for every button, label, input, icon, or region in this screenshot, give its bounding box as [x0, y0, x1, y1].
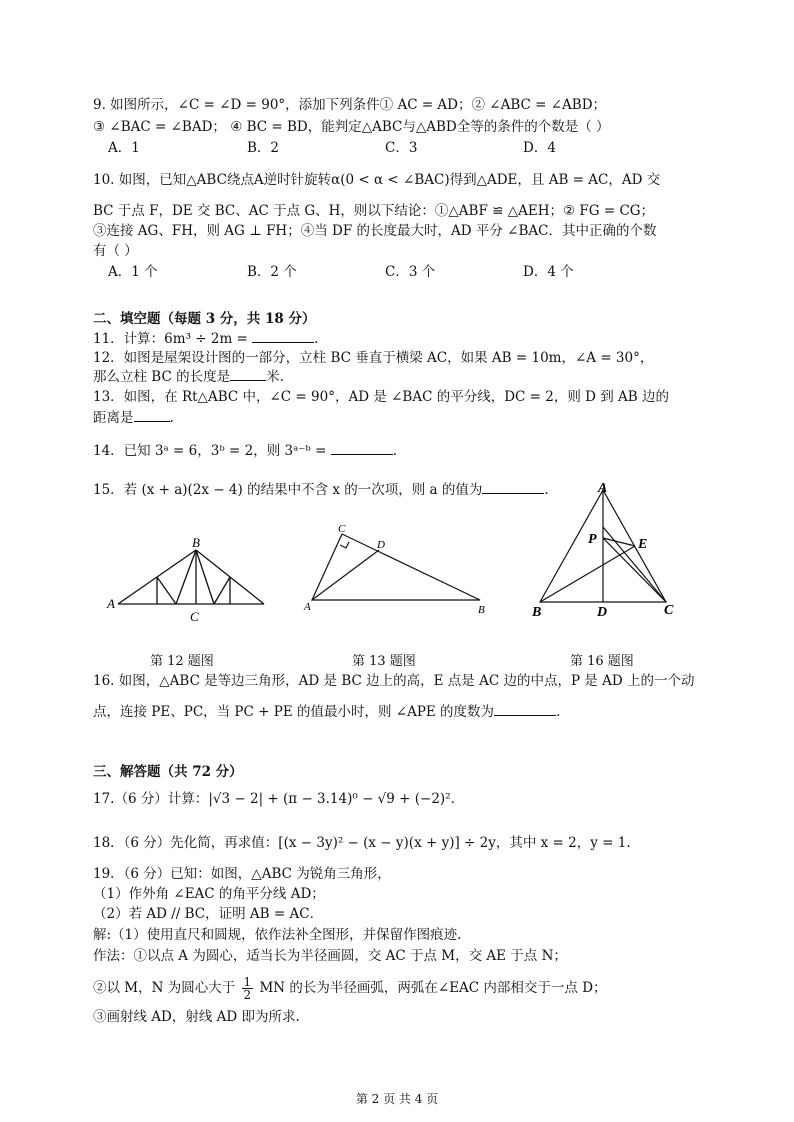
q19-line2: （1）作外角 ∠EAC 的角平分线 AD；: [93, 886, 325, 902]
q19-solution-3a: ②以 M，N 为圆心大于: [93, 980, 236, 996]
fig13-triangle-abc: [312, 534, 480, 600]
q16-text: 点，连接 PE、PC，当 PC + PE 的值最小时，则 ∠APE 的度数为: [93, 704, 495, 720]
fig13-bisector-ad: [312, 550, 379, 600]
q16-answer-blank[interactable]: [494, 703, 556, 716]
fig13-label-b: B: [478, 604, 485, 616]
q13-text: 距离是: [93, 410, 134, 426]
q11: [93, 330, 318, 348]
fig12-label-c: C: [190, 609, 199, 624]
q19-solution-3: [93, 976, 607, 1001]
q13-answer-blank[interactable]: [134, 409, 170, 422]
q19-solution-3b: MN 的长为半径画弧，两弧在∠EAC 内部相交于一点 D；: [259, 980, 607, 996]
q14: [93, 442, 397, 460]
q9-line2: ③ ∠BAC = ∠BAD； ④ BC = BD，能判定△ABC与△ABD全等的条件的个数是（ ）: [93, 119, 610, 135]
fig16-label-p: P: [588, 532, 597, 547]
fig16-label-a: A: [598, 481, 608, 496]
q12-unit: 米.: [266, 369, 284, 385]
q18: 18．（6 分）先化简，再求值：[(x − 3y)² − (x − y)(x + y)] ÷ 2y，其中 x = 2，y = 1.: [93, 835, 631, 851]
fraction-one-half: [242, 976, 254, 1001]
q11-text: 11．计算：6m³ ÷ 2m =: [93, 331, 248, 347]
q11-end: .: [314, 331, 319, 347]
fig13-right-angle-mark: [340, 542, 349, 548]
q13-line2: [93, 409, 174, 427]
figure-16-equilateral: [528, 476, 688, 624]
q10-option-c: C．3 个: [385, 264, 436, 280]
fig12-brace-center-left: [176, 550, 196, 604]
fig12-label-a: A: [107, 596, 115, 611]
fig16-median-be: [540, 546, 635, 602]
q19-solution-4: ③画射线 AD，射线 AD 即为所求.: [93, 1009, 300, 1025]
q19-line3: （2）若 AD // BC，证明 AB = AC．: [93, 906, 324, 922]
fig13-label-a: A: [304, 601, 311, 613]
q9-option-d: D．4: [523, 140, 556, 156]
q15-end: .: [544, 482, 549, 498]
q12-answer-blank[interactable]: [230, 368, 266, 381]
q13-line1: 13．如图，在 Rt△ABC 中，∠C = 90°，AD 是 ∠BAC 的平分线，DC = 2，则 D 到 AB 边的: [93, 389, 669, 405]
q10-line1: 10. 如图，已知△ABC绕点A逆时针旋转α(0 < α < ∠BAC)得到△ADE，且 AB = AC，AD 交: [93, 172, 661, 188]
q12-text: 那么立柱 BC 的长度是: [93, 369, 231, 385]
q14-end: .: [392, 443, 398, 459]
q9-line1: 9. 如图所示，∠C = ∠D = 90°，添加下列条件① AC = AD；② ∠ABC = ∠ABD；: [93, 97, 607, 113]
fig16-segment-pc-alt: [603, 527, 666, 602]
q14-answer-blank[interactable]: [331, 442, 393, 455]
figure-12-truss: [104, 536, 274, 628]
fig12-brace-center-right: [196, 550, 214, 604]
q13-end: .: [169, 410, 174, 426]
q12-line2: [93, 368, 284, 386]
q19-solution-1: 解:（1）使用直尺和圆规，依作法补全图形，并保留作图痕迹.: [93, 927, 462, 943]
fig16-segment-pc: [603, 538, 666, 602]
q10-option-d: D．4 个: [523, 264, 574, 280]
q16-end: .: [556, 704, 561, 720]
fig13-label-c: C: [338, 523, 346, 535]
q9-option-b: B．2: [247, 140, 280, 156]
figure-13-triangle: [300, 520, 500, 620]
fig16-caption: 第 16 题图: [570, 654, 634, 669]
fraction-denominator: 2: [243, 988, 252, 1002]
fig12-caption: 第 12 题图: [150, 654, 214, 669]
q10-option-a: A．1 个: [108, 264, 158, 280]
q10-line4: 有（ ）: [93, 243, 138, 259]
page-footer: 第 2 页 共 4 页: [355, 1092, 439, 1106]
q19-solution-2: 作法：①以点 A 为圆心，适当长为半径画圆，交 AC 于点 M，交 AE 于点 N；: [93, 948, 567, 964]
fig13-caption: 第 13 题图: [352, 654, 416, 669]
q16-line2: [93, 703, 560, 721]
q15: [93, 481, 549, 499]
q10-line2: BC 于点 F，DE 交 BC、AC 于点 G、H，则以下结论：①△ABF ≌ △AEH；② FG = CG；: [93, 203, 655, 219]
fig13-label-d: D: [377, 539, 385, 551]
q9-option-c: C．3: [385, 140, 418, 156]
q9-option-a: A．1: [108, 140, 140, 156]
fig16-label-d: D: [597, 605, 608, 620]
q15-text: 15．若 (x + a)(2x − 4) 的结果中不含 x 的一次项，则 a 的值为: [93, 482, 483, 498]
fraction-numerator: 1: [243, 975, 252, 989]
q16-line1: 16. 如图，△ABC 是等边三角形，AD 是 BC 边上的高，E 点是 AC 边的中点，P 是 AD 上的一个动: [93, 673, 695, 689]
section3-title: 三、解答题（共 72 分）: [93, 764, 243, 780]
fig12-brace-left: [157, 577, 176, 604]
q10-option-b: B．2 个: [247, 264, 297, 280]
q10-line3: ③连接 AG、FH，则 AG ⊥ FH；④当 DF 的长度最大时，AD 平分 ∠BAC．其中正确的个数: [93, 223, 657, 239]
q12-line1: 12．如图是屋架设计图的一部分，立柱 BC 垂直于横梁 AC，如果 AB = 10m，∠A = 30°，: [93, 350, 654, 366]
fig16-label-b: B: [532, 605, 542, 620]
fig16-label-e: E: [638, 537, 648, 552]
fig12-brace-right: [214, 577, 230, 604]
q17: 17.（6 分）计算：|√3 − 2| + (π − 3.14)⁰ − √9 + (−2)²．: [93, 791, 465, 807]
q14-text: 14．已知 3ᵃ = 6，3ᵇ = 2，则 3ᵃ⁻ᵇ =: [93, 443, 327, 459]
fig16-label-c: C: [664, 603, 674, 618]
q11-answer-blank[interactable]: [252, 330, 314, 343]
q19-line1: 19．（6 分）已知：如图，△ABC 为锐角三角形，: [93, 866, 391, 882]
fig12-label-b: B: [192, 536, 200, 550]
section2-title: 二、填空题（每题 3 分，共 18 分）: [93, 311, 316, 327]
